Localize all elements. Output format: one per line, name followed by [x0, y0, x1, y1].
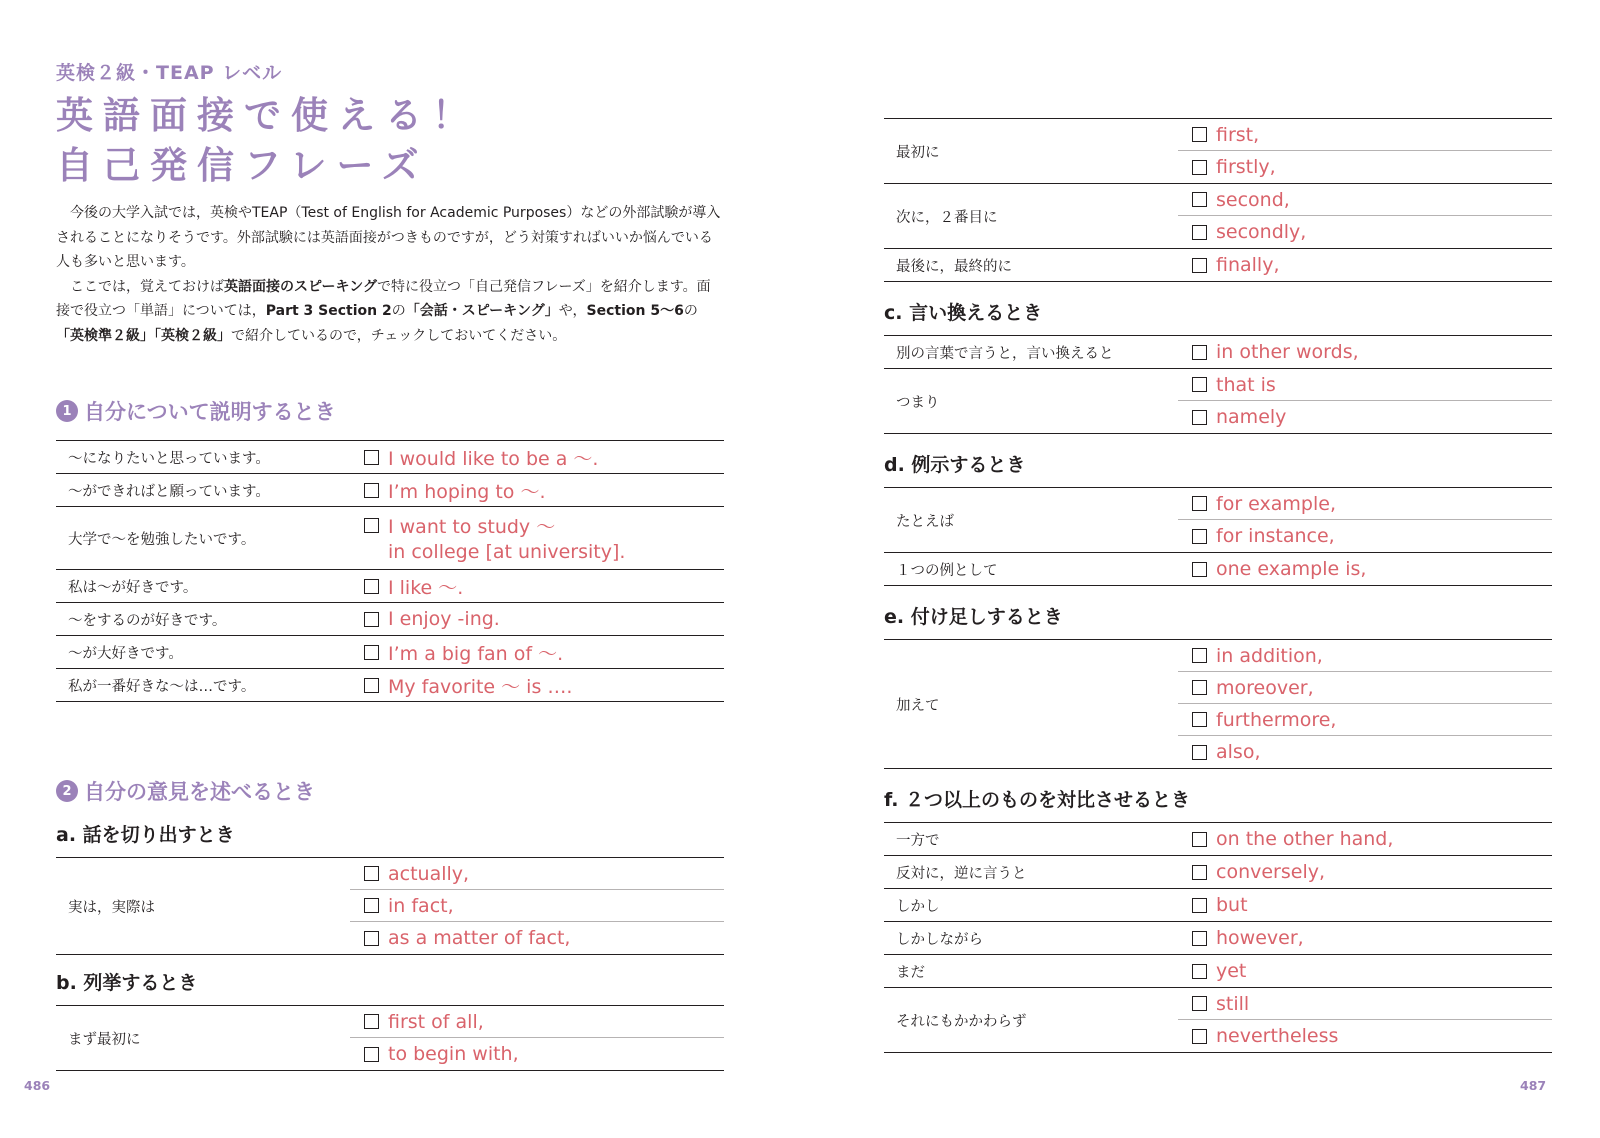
section-2-heading [56, 776, 724, 806]
table-row [56, 507, 724, 570]
phrase-item[interactable]: in fact, [350, 890, 724, 922]
table-row [884, 823, 1552, 856]
phrase-table-b-continued [884, 118, 1552, 282]
japanese-cell: 私が一番好きな〜は…です。 [56, 669, 350, 702]
page-title-line1: 英語面接で使える！ [56, 94, 479, 137]
table-row [56, 858, 724, 955]
phrase-table-e [884, 639, 1552, 769]
phrase-table-section-1 [56, 440, 724, 702]
phrase-table-a [56, 857, 724, 955]
table-row [56, 603, 724, 636]
phrase-item[interactable]: nevertheless [1178, 1020, 1552, 1052]
checkbox[interactable] [1192, 529, 1207, 544]
checkbox[interactable] [1192, 712, 1207, 727]
phrase-item[interactable]: to begin with, [350, 1038, 724, 1070]
phrase-table-b [56, 1005, 724, 1071]
phrase-item[interactable]: for example, [1178, 488, 1552, 520]
phrase-table-d [884, 487, 1552, 586]
phrase-item[interactable]: as a matter of fact, [350, 922, 724, 954]
subsection-b-heading: b. 列挙するとき [56, 972, 198, 994]
phrase-item[interactable]: firstly, [1178, 151, 1552, 183]
japanese-cell: たとえば [884, 488, 1178, 553]
japanese-cell: 〜が大好きです。 [56, 636, 350, 669]
page-title-line2: 自己発信フレーズ [56, 144, 429, 187]
checkbox[interactable] [364, 866, 379, 881]
section-title: 自分について説明するとき [84, 400, 336, 424]
checkbox[interactable] [1192, 964, 1207, 979]
phrase-item[interactable]: moreover, [1178, 672, 1552, 704]
phrase-item[interactable]: also, [1178, 736, 1552, 768]
table-row [884, 988, 1552, 1053]
section-1-heading [56, 396, 724, 426]
phrase-item[interactable]: namely [1178, 401, 1552, 433]
checkbox[interactable] [364, 1014, 379, 1029]
checkbox[interactable] [1192, 680, 1207, 695]
japanese-cell: 最後に，最終的に [884, 249, 1178, 282]
phrase-item[interactable]: I would like to be a 〜. [350, 441, 724, 473]
table-row [884, 553, 1552, 586]
phrase-item[interactable]: actually, [350, 858, 724, 890]
table-row [56, 570, 724, 603]
phrase-item[interactable]: in other words, [1178, 336, 1552, 368]
japanese-cell: しかし [884, 889, 1178, 922]
intro-text [56, 201, 724, 348]
japanese-cell: 〜をするのが好きです。 [56, 603, 350, 636]
phrase-item[interactable]: I want to study 〜 in college [at university]. [350, 507, 724, 569]
checkbox[interactable] [1192, 898, 1207, 913]
phrase-item[interactable]: I’m a big fan of 〜. [350, 636, 724, 668]
subsection-f-heading: f. ２つ以上のものを対比させるとき [884, 789, 1191, 811]
checkbox[interactable] [364, 579, 379, 594]
checkbox[interactable] [1192, 865, 1207, 880]
table-row [56, 474, 724, 507]
checkbox[interactable] [1192, 345, 1207, 360]
section-title: 自分の意見を述べるとき [84, 780, 315, 804]
phrase-item[interactable]: conversely, [1178, 856, 1552, 888]
japanese-cell: 私は〜が好きです。 [56, 570, 350, 603]
checkbox[interactable] [1192, 496, 1207, 511]
phrase-item[interactable]: My favorite 〜 is …. [350, 669, 724, 701]
japanese-cell: 加えて [884, 640, 1178, 769]
japanese-cell: 別の言葉で言うと，言い換えると [884, 336, 1178, 369]
checkbox[interactable] [1192, 225, 1207, 240]
phrase-item[interactable]: for instance, [1178, 520, 1552, 552]
checkbox[interactable] [364, 612, 379, 627]
checkbox[interactable] [364, 450, 379, 465]
checkbox[interactable] [1192, 192, 1207, 207]
checkbox[interactable] [1192, 562, 1207, 577]
japanese-cell: 一方で [884, 823, 1178, 856]
phrase-item[interactable]: one example is, [1178, 553, 1552, 585]
section-number-badge: 1 [56, 400, 78, 422]
japanese-cell: 次に，２番目に [884, 184, 1178, 249]
table-row [884, 889, 1552, 922]
phrase-item[interactable]: secondly, [1178, 216, 1552, 248]
japanese-cell: まず最初に [56, 1006, 350, 1071]
table-row [884, 336, 1552, 369]
section-number-badge: 2 [56, 780, 78, 802]
table-row [884, 955, 1552, 988]
subsection-d-heading: d. 例示するとき [884, 454, 1026, 476]
phrase-item[interactable]: first, [1178, 119, 1552, 151]
phrase-item[interactable]: furthermore, [1178, 704, 1552, 736]
phrase-item[interactable]: on the other hand, [1178, 823, 1552, 855]
table-row [884, 249, 1552, 282]
subsection-e-heading: e. 付け足しするとき [884, 606, 1063, 628]
table-row [884, 922, 1552, 955]
checkbox[interactable] [1192, 648, 1207, 663]
checkbox[interactable] [1192, 996, 1207, 1011]
table-row [56, 441, 724, 474]
table-row [884, 640, 1552, 769]
phrase-item[interactable]: first of all, [350, 1006, 724, 1038]
table-row [884, 184, 1552, 249]
table-row [56, 669, 724, 702]
phrase-item[interactable]: I enjoy -ing. [350, 603, 724, 635]
japanese-cell: 実は，実際は [56, 858, 350, 955]
checkbox[interactable] [1192, 127, 1207, 142]
left-page [56, 58, 724, 1071]
table-row [884, 488, 1552, 553]
checkbox[interactable] [364, 678, 379, 693]
phrase-item[interactable]: that is [1178, 369, 1552, 401]
subsection-a-heading: a. 話を切り出すとき [56, 824, 235, 846]
japanese-cell: 最初に [884, 119, 1178, 184]
japanese-cell: まだ [884, 955, 1178, 988]
checkbox[interactable] [364, 898, 379, 913]
phrase-item[interactable]: in addition, [1178, 640, 1552, 672]
checkbox[interactable] [364, 1047, 379, 1062]
japanese-cell: 〜ができればと願っています。 [56, 474, 350, 507]
checkbox[interactable] [1192, 745, 1207, 760]
checkbox[interactable] [1192, 258, 1207, 273]
phrase-item[interactable]: I like 〜. [350, 570, 724, 602]
checkbox[interactable] [1192, 931, 1207, 946]
level-subtitle: 英検２級・TEAP レベル [56, 62, 283, 84]
japanese-cell: それにもかかわらず [884, 988, 1178, 1053]
table-row [56, 636, 724, 669]
phrase-item[interactable]: but [1178, 889, 1552, 921]
japanese-cell: １つの例として [884, 553, 1178, 586]
table-row [56, 1006, 724, 1071]
phrase-table-c [884, 335, 1552, 434]
checkbox[interactable] [1192, 1029, 1207, 1044]
checkbox[interactable] [1192, 377, 1207, 392]
phrase-item[interactable]: however, [1178, 922, 1552, 954]
table-row [884, 119, 1552, 184]
right-page [884, 118, 1552, 1053]
checkbox[interactable] [1192, 832, 1207, 847]
japanese-cell: 反対に，逆に言うと [884, 856, 1178, 889]
intro-paragraph-1: 今後の大学入試では，英検やTEAP（Test of English for Academic Purposes）などの外部試験が導入されることになりそうです。外部試験には英語面接がつきものですが，どう対策すればいいか悩んでいる人も多いと思います。 [56, 205, 721, 270]
checkbox[interactable] [364, 931, 379, 946]
japanese-cell: 〜になりたいと思っています。 [56, 441, 350, 474]
table-row [884, 856, 1552, 889]
checkbox[interactable] [1192, 410, 1207, 425]
phrase-item[interactable]: yet [1178, 955, 1552, 987]
intro-paragraph-2: ここでは，覚えておけば英語面接のスピーキングで特に役立つ「自己発信フレーズ」を紹介します。面接で役立つ「単語」については，Part 3 Section 2の「会話・スピーキング」や，Section 5〜6の「英検準２級」「英検２級」で紹介しているので，チェックしておいてください。 [56, 278, 711, 344]
phrase-item[interactable]: I’m hoping to 〜. [350, 474, 724, 506]
japanese-cell: 大学で〜を勉強したいです。 [56, 507, 350, 570]
phrase-item[interactable]: still [1178, 988, 1552, 1020]
subsection-c-heading: c. 言い換えるとき [884, 302, 1043, 324]
japanese-cell: しかしながら [884, 922, 1178, 955]
checkbox[interactable] [364, 645, 379, 660]
table-row [884, 369, 1552, 434]
checkbox[interactable] [364, 483, 379, 498]
page-number-left: 486 [24, 1078, 51, 1093]
phrase-table-f [884, 822, 1552, 1053]
checkbox[interactable] [1192, 160, 1207, 175]
page-number-right: 487 [1520, 1078, 1547, 1093]
checkbox[interactable] [364, 518, 379, 533]
japanese-cell: つまり [884, 369, 1178, 434]
phrase-item[interactable]: second, [1178, 184, 1552, 216]
phrase-item[interactable]: finally, [1178, 249, 1552, 281]
